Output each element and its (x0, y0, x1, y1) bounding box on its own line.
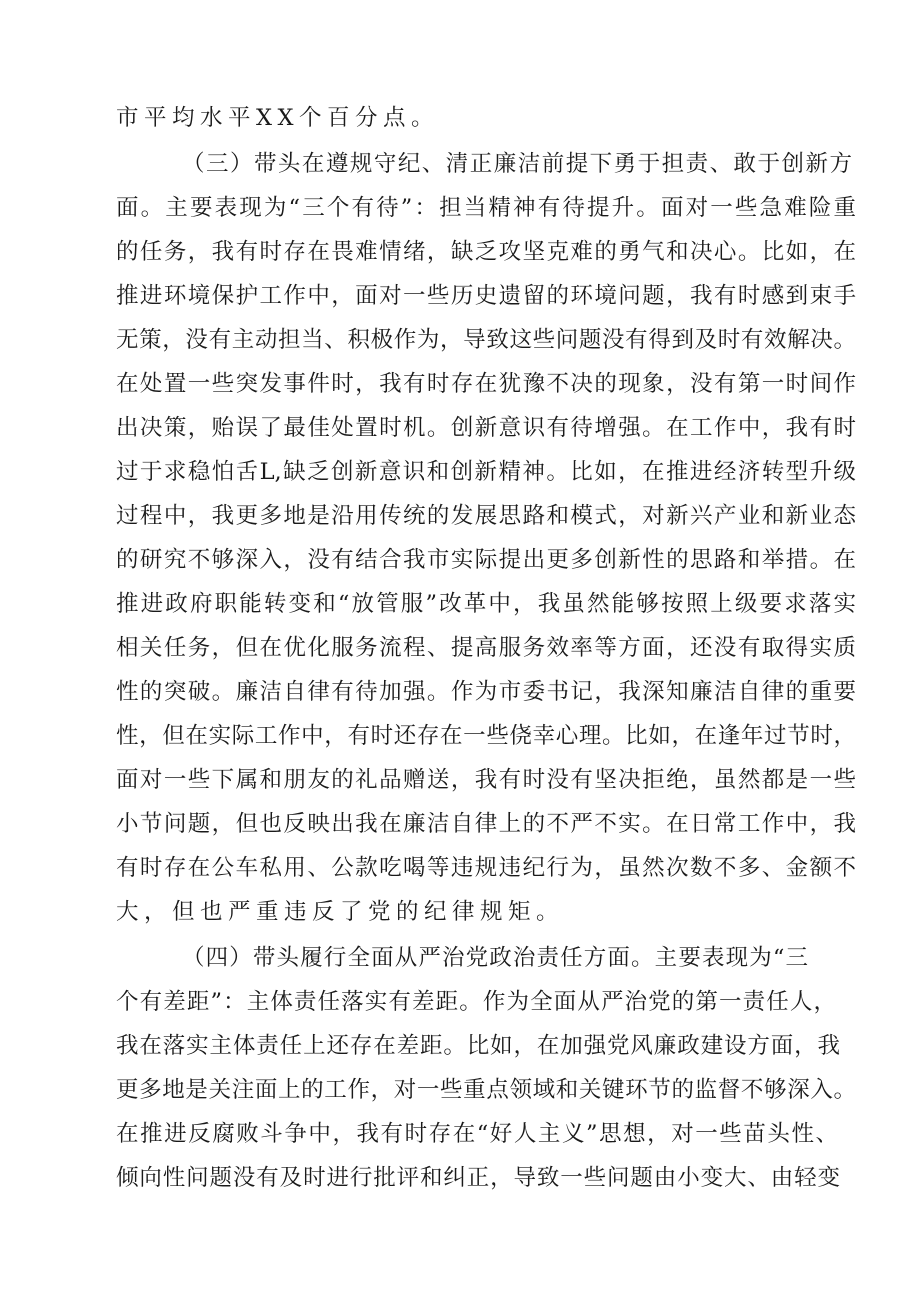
text-line: 性的突破。廉洁自律有待加强。作为市委书记，我深知廉洁自律的重要 (116, 679, 856, 705)
text-line: 推进政府职能转变和“放管服”改革中，我虽然能够按照上级要求落实 (116, 591, 856, 617)
text-line: 过程中，我更多地是沿用传统的发展思路和模式，对新兴产业和新业态 (116, 503, 856, 529)
text-line: 相关任务，但在优化服务流程、提高服务效率等方面，还没有取得实质 (116, 635, 856, 661)
text-line: 在推进反腐败斗争中，我有时存在“好人主义”思想，对一些苗头性、 (116, 1121, 838, 1147)
text-line: 倾向性问题没有及时进行批评和纠正，导致一些问题由小变大、由轻变 (116, 1165, 840, 1191)
text-line: 面。主要表现为“三个有待”：担当精神有待提升。面对一些急难险重 (116, 195, 856, 221)
text-line: 大，但也严重违反了党的纪律规矩。 (116, 899, 565, 925)
paragraph-heading-3: （三）带头在遵规守纪、清正廉洁前提下勇于担责、敢于创新方 (182, 151, 852, 177)
text-line: 性，但在实际工作中，有时还存在一些侥幸心理。比如，在逢年过节时， (116, 723, 856, 749)
text-line: 面对一些下属和朋友的礼品赠送，我有时没有坚决拒绝，虽然都是一些 (116, 767, 856, 793)
text-line: 有时存在公车私用、公款吃喝等违规违纪行为，虽然次数不多、金额不 (116, 855, 856, 881)
text-line: 无策，没有主动担当、积极作为，导致这些问题没有得到及时有效解决。 (116, 327, 856, 353)
text-line: 的任务，我有时存在畏难情绪，缺乏攻坚克难的勇气和决心。比如，在 (116, 239, 856, 265)
text-line: 我在落实主体责任上还存在差距。比如，在加强党风廉政建设方面，我 (116, 1033, 840, 1059)
text-line: 推进环境保护工作中，面对一些历史遗留的环境问题，我有时感到束手 (116, 283, 856, 309)
text-line: 出决策，贻误了最佳处置时机。创新意识有待增强。在工作中，我有时 (116, 415, 856, 441)
text-line: 个有差距”：主体责任落实有差距。作为全面从严治党的第一责任人， (116, 989, 836, 1015)
text-line: 小节问题，但也反映出我在廉洁自律上的不严不实。在日常工作中，我 (116, 811, 856, 837)
text-line: 的研究不够深入，没有结合我市实际提出更多创新性的思路和举措。在 (116, 547, 856, 573)
text-line: 更多地是关注面上的工作，对一些重点领域和关键环节的监督不够深入。 (116, 1077, 856, 1103)
text-line: 在处置一些突发事件时，我有时存在犹豫不决的现象，没有第一时间作 (116, 371, 856, 397)
text-line: 过于求稳怕舌L,缺乏创新意识和创新精神。比如，在推进经济转型升级 (116, 459, 856, 485)
text-line: 市平均水平XX个百分点。 (116, 105, 440, 131)
paragraph-heading-4: （四）带头履行全面从严治党政治责任方面。主要表现为“三 (182, 945, 808, 971)
